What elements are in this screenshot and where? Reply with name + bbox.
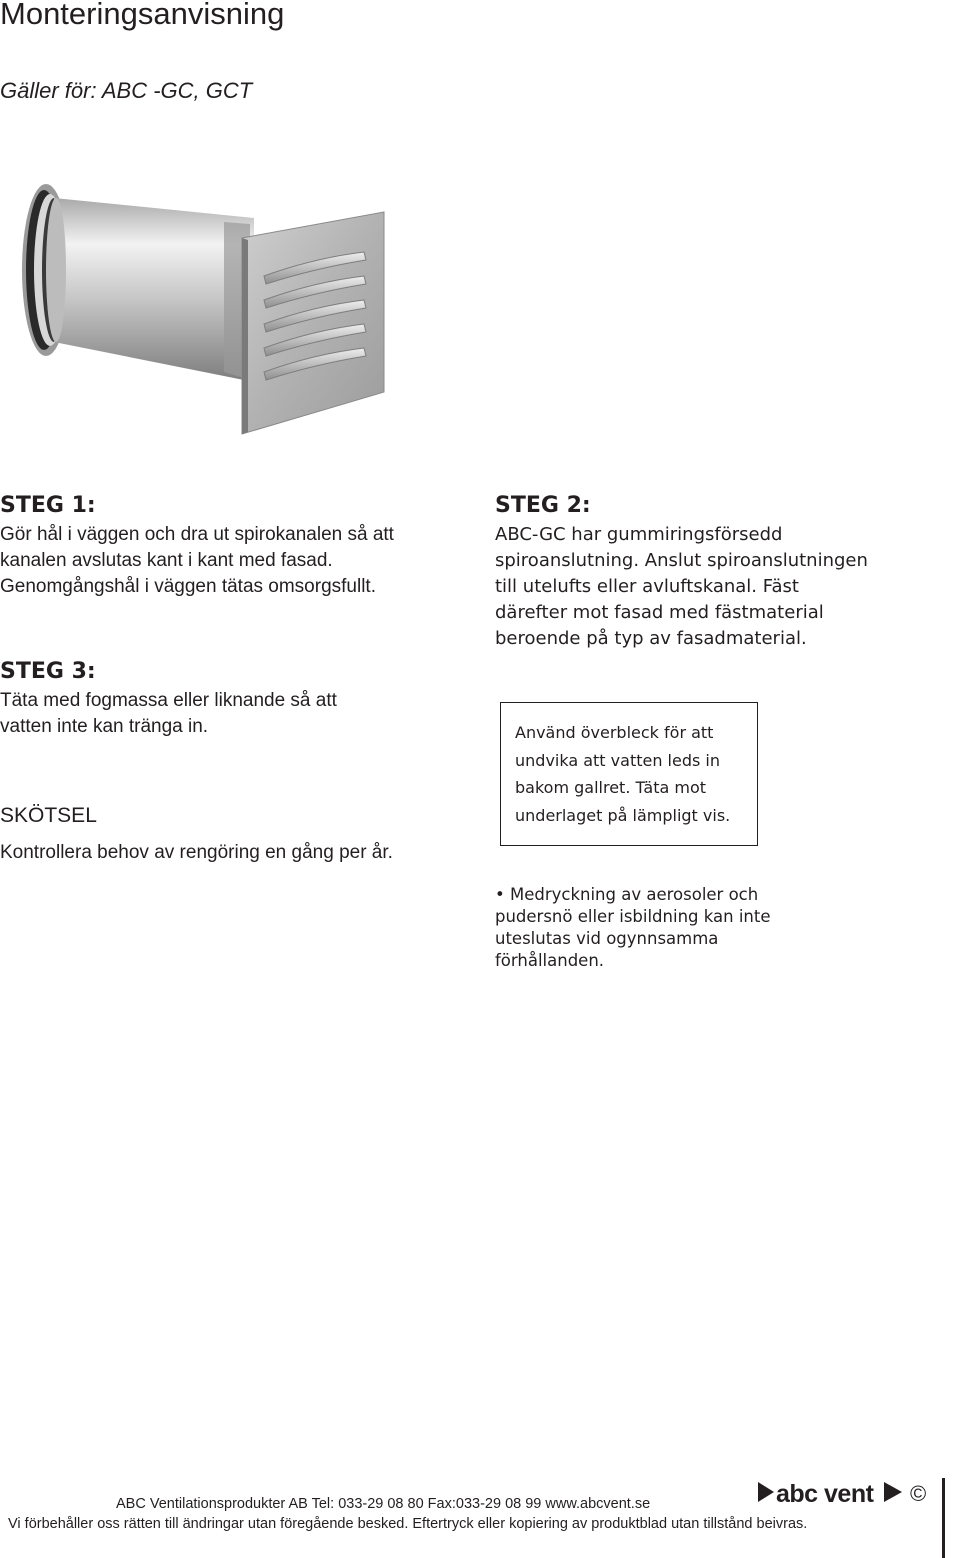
text-line: ABC-GC har gummiringsförsedd [495,524,783,545]
text-line: därefter mot fasad med fästmaterial [495,602,824,623]
disclaimer-line: Vi förbehåller oss rätten till ändringar utan föregående besked. Eftertryck eller kopiering av produktblad utan tillstånd beivras. [8,1516,808,1532]
text-line: vatten inte kan tränga in. [0,716,209,737]
note-box [500,702,758,846]
footer-divider [942,1478,945,1558]
text-line: beroende på typ av fasadmaterial. [495,628,807,649]
text-line: Genomgångshål i väggen tätas omsorgsfullt. [0,576,376,597]
step1-heading: STEG 1: [0,493,96,518]
company-contact-line: ABC Ventilationsprodukter AB Tel: 033-29 08 80 Fax:033-29 08 99 www.abcvent.se [116,1496,651,1512]
abcvent-logo [756,1476,932,1517]
step1-text [0,522,394,600]
bullet-line: uteslutas vid ogynnsamma [495,929,719,948]
text-line: till utelufts eller avluftskanal. Fäst [495,576,799,597]
note-line: undvika att vatten leds in [515,750,721,770]
bullet-line: förhållanden. [495,951,605,970]
text-line: Gör hål i väggen och dra ut spirokanalen så att [0,524,394,545]
text-line: spiroanslutning. Anslut spiroanslutningen [495,550,868,571]
applies-to-subtitle: Gäller för: ABC -GC, GCT [0,78,253,103]
note-line: bakom gallret. Täta mot [515,778,707,797]
step2-text [495,522,868,652]
logo-arrow-left-icon [758,1482,774,1502]
step2-heading: STEG 2: [495,493,591,518]
copyright-symbol: © [910,1481,927,1506]
bullet-line: • Medryckning av aerosoler och [495,885,759,904]
document-title: Monteringsanvisning [0,0,285,31]
logo-arrow-right-icon [884,1482,902,1502]
note-line: Använd överbleck för att [515,723,714,742]
text-line: kanalen avslutas kant i kant med fasad. [0,550,333,571]
logo-text: abc vent [776,1480,874,1508]
product-image [14,160,434,460]
bullet-note [495,884,795,972]
step3-text [0,688,337,740]
care-heading: SKÖTSEL [0,804,97,827]
logo-graphic [756,1476,932,1512]
bullet-line: pudersnö eller isbildning kan inte [495,907,771,926]
step3-heading: STEG 3: [0,659,96,684]
text-line: Täta med fogmassa eller liknande så att [0,690,337,711]
care-text: Kontrollera behov av rengöring en gång per år. [0,842,393,863]
note-line: underlaget på lämpligt vis. [515,805,731,825]
